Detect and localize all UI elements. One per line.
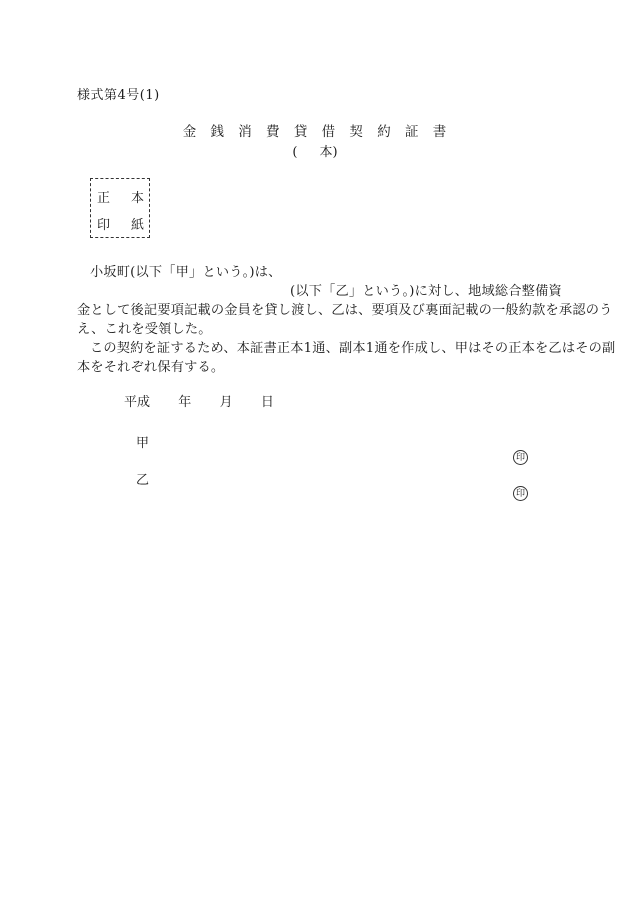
form-number: 様式第4号(1) — [77, 88, 160, 103]
stamp-char-top-right: 本 — [131, 191, 145, 206]
body-paragraph-1-line-3: 金として後記要項記載の金員を貸し渡し、乙は、要項及び裏面記載の一般約款を承認のう — [77, 303, 613, 318]
stamp-char-bottom-left: 印 — [97, 218, 111, 233]
party-a-label: 甲 — [136, 436, 150, 451]
body-paragraph-1-line-2: (以下「乙」という。)に対し、地域総合整備資 — [290, 284, 562, 299]
subtitle-open: ( — [292, 145, 298, 160]
body-paragraph-2-line-1: この契約を証するため、本証書正本1通、副本1通を作成し、甲はその正本を乙はその副 — [90, 341, 616, 356]
party-b-seal-mark: 印 — [513, 486, 528, 501]
subtitle-close: 本) — [319, 145, 338, 160]
body-paragraph-1-line-4: え、これを受領した。 — [77, 322, 212, 337]
date-month: 月 — [219, 395, 233, 410]
body-paragraph-2-line-2: 本をそれぞれ保有する。 — [77, 360, 225, 375]
document-title: 金 銭 消 費 貸 借 契 約 証 書 — [182, 124, 452, 140]
stamp-char-top-left: 正 — [97, 191, 111, 206]
stamp-char-bottom-right: 紙 — [131, 218, 145, 233]
date-era: 平成 — [124, 395, 151, 410]
body-paragraph-1-line-1: 小坂町(以下「甲」という。)は、 — [90, 265, 282, 280]
date-day: 日 — [260, 395, 274, 410]
date-year: 年 — [178, 395, 192, 410]
contract-date — [124, 391, 274, 410]
revenue-stamp-box — [90, 178, 150, 238]
party-b-label: 乙 — [136, 473, 150, 488]
party-a-seal-mark: 印 — [513, 450, 528, 465]
document-subtitle — [0, 141, 630, 160]
